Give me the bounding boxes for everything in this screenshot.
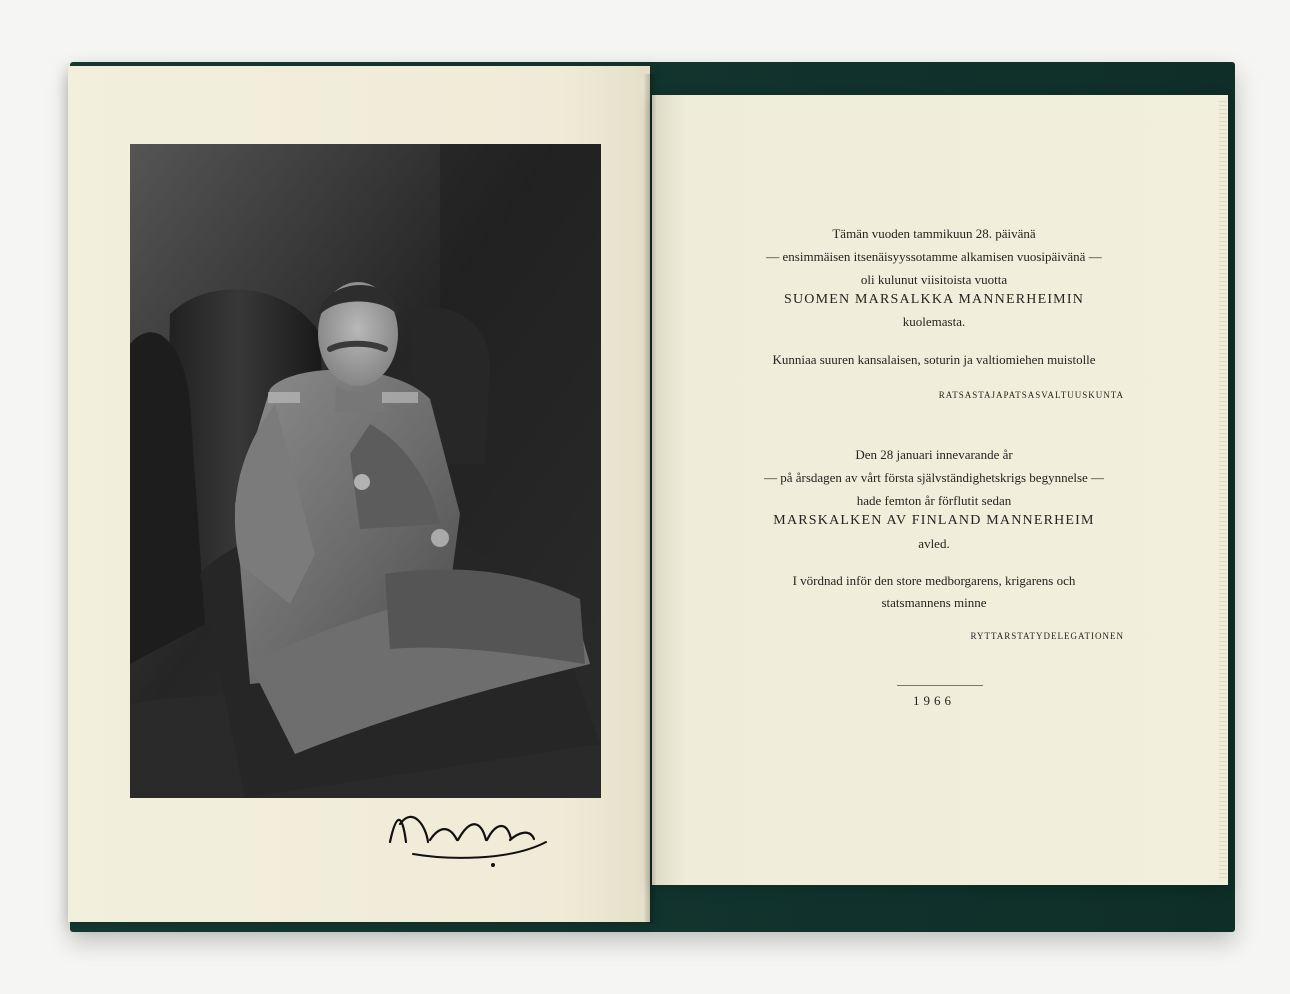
finnish-signoff: RATSASTAJAPATSASVALTUUSKUNTA xyxy=(938,390,1124,400)
swedish-tribute-2: statsmannens minne xyxy=(881,595,987,610)
portrait-photo xyxy=(130,144,601,798)
finnish-line-5: kuolemasta. xyxy=(902,314,966,329)
swedish-line-5: avled. xyxy=(918,536,950,551)
finnish-name: SUOMEN MARSALKKA MANNERHEIMIN xyxy=(783,292,1085,307)
page-edges xyxy=(1219,98,1227,881)
swedish-line-1: Den 28 januari innevarande år xyxy=(855,447,1013,462)
year-label: 1966 xyxy=(913,693,955,708)
finnish-line-1: Tämän vuoden tammikuun 28. päivänä xyxy=(832,226,1036,241)
swedish-line-3: hade femton år förflutit sedan xyxy=(856,493,1012,508)
swedish-tribute-1: I vördnad inför den store medborgarens, krigarens och xyxy=(792,573,1076,588)
left-page xyxy=(68,66,650,922)
swedish-signoff: RYTTARSTATYDELEGATIONEN xyxy=(970,631,1124,641)
swedish-name: MARSKALKEN AV FINLAND MANNERHEIM xyxy=(773,513,1095,528)
signature xyxy=(378,794,548,869)
swedish-line-2: — på årsdagen av vårt första självständighetskrigs begynnelse — xyxy=(763,470,1105,485)
year-divider xyxy=(897,685,983,686)
finnish-line-3: oli kulunut viisitoista vuotta xyxy=(860,272,1008,287)
finnish-tribute: Kunniaa suuren kansalaisen, soturin ja valtiomiehen muistolle xyxy=(772,352,1096,367)
finnish-line-2: — ensimmäisen itsenäisyyssotamme alkamisen vuosipäivänä — xyxy=(766,249,1102,264)
right-page xyxy=(652,95,1228,885)
